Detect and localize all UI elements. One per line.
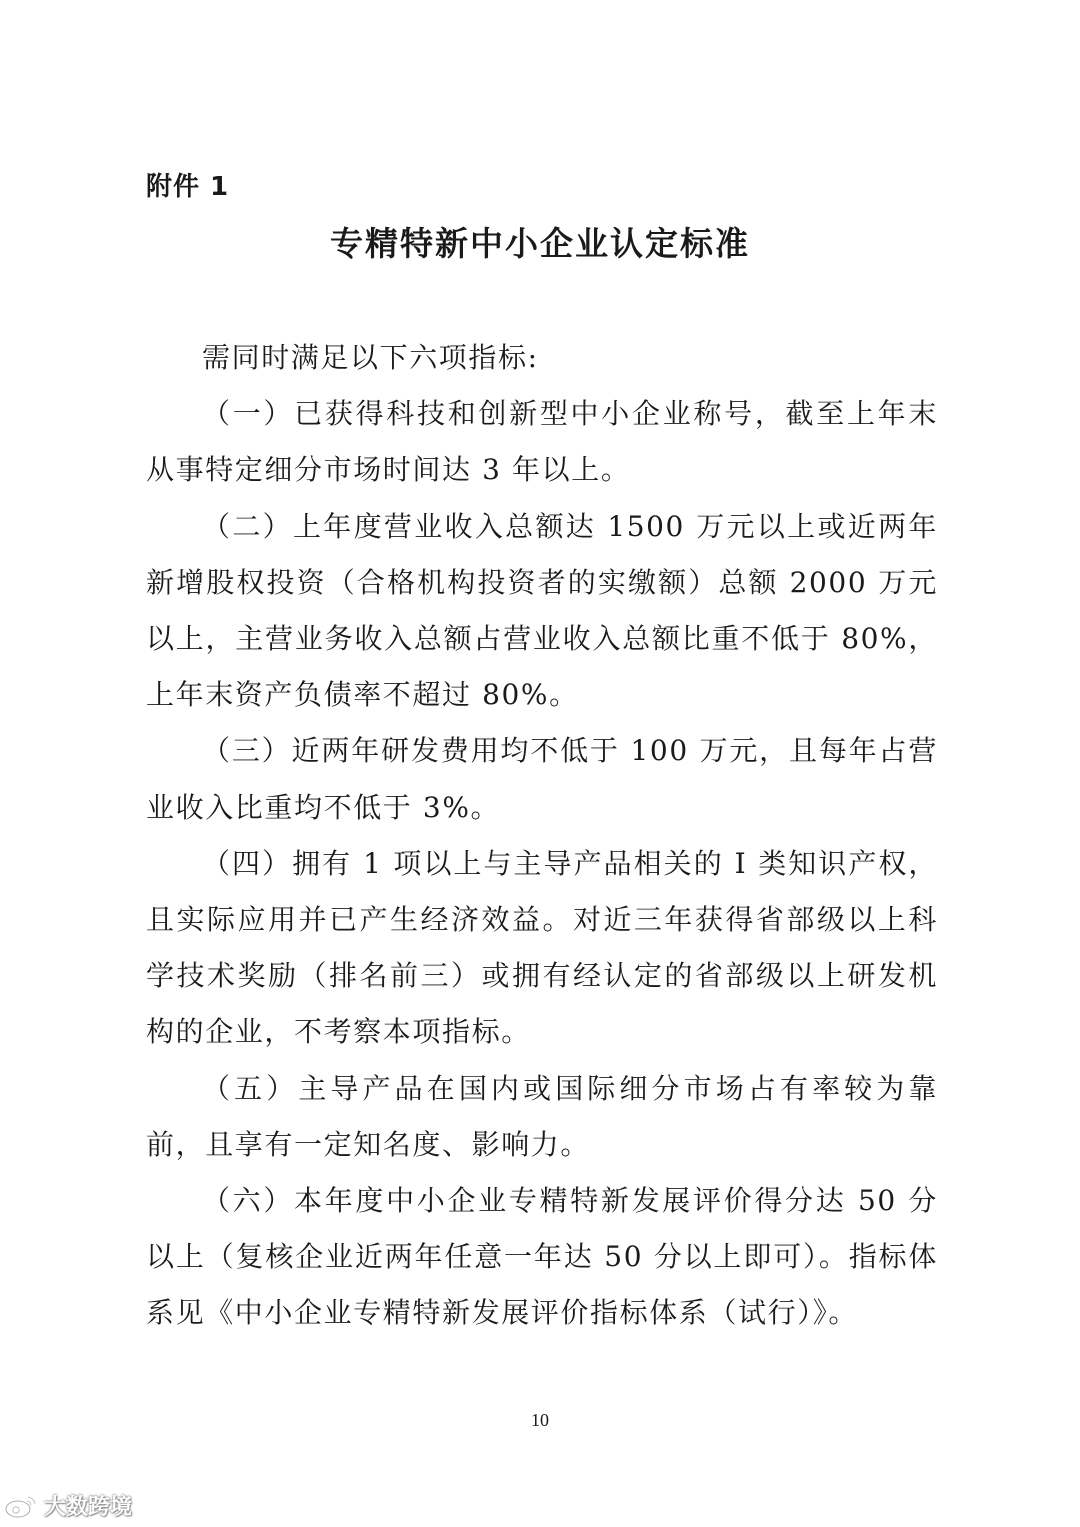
paragraph-criterion-6: （六）本年度中小企业专精特新发展评价得分达 50 分以上（复核企业近两年任意一年达 50 分以上即可）。指标体系见《中小企业专精特新发展评价指标体系（试行）》。: [146, 1184, 938, 1330]
attachment-label: 附件 1: [146, 172, 230, 202]
paragraph-criterion-1: （一）已获得科技和创新型中小企业称号，截至上年末从事特定细分市场时间达 3 年以上。: [146, 397, 938, 487]
paragraph-criterion-3: （三）近两年研发费用均不低于 100 万元，且每年占营业收入比重均不低于 3%。: [146, 734, 938, 824]
paragraph-criterion-4: （四）拥有 1 项以上与主导产品相关的 I 类知识产权，且实际应用并已产生经济效益。对近三年获得省部级以上科学技术奖励（排名前三）或拥有经认定的省部级以上研发机构的企业，不考察本项指标。: [146, 846, 938, 1049]
paragraph-intro: 需同时满足以下六项指标:: [202, 341, 539, 374]
watermark: [4, 1490, 132, 1521]
paragraph-criterion-5: （五）主导产品在国内或国际细分市场占有率较为靠前，且享有一定知名度、影响力。: [146, 1071, 938, 1161]
watermark-text: 大数跨境: [44, 1495, 133, 1520]
paragraph-criterion-2: （二）上年度营业收入总额达 1500 万元以上或近两年新增股权投资（合格机构投资者的实缴额）总额 2000 万元以上，主营业务收入总额占营业收入总额比重不低于 80%，上年末资产负债率不超过 80%。: [146, 509, 938, 712]
page-number: 10: [531, 1410, 549, 1430]
document-title: 专精特新中小企业认定标准: [330, 224, 750, 263]
document-body: [146, 330, 938, 1342]
weibo-logo-icon: [4, 1493, 38, 1519]
